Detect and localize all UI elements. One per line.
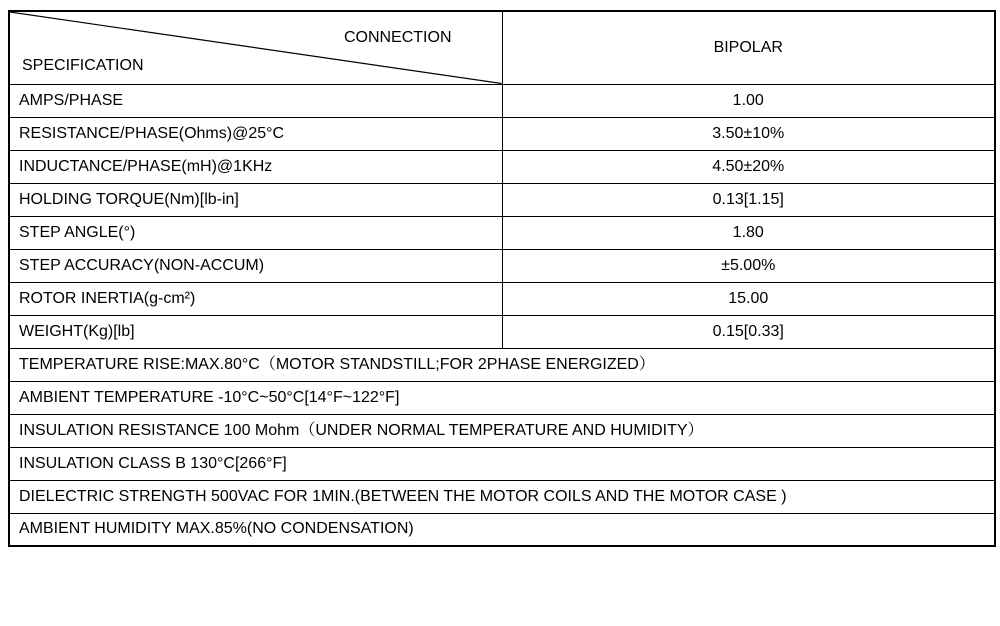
note-text: INSULATION RESISTANCE 100 Mohm（UNDER NORMAL TEMPERATURE AND HUMIDITY） [9,414,995,447]
note-text: INSULATION CLASS B 130°C[266°F] [9,447,995,480]
spec-row [9,150,995,183]
spec-row [9,216,995,249]
spec-row [9,282,995,315]
spec-label: INDUCTANCE/PHASE(mH)@1KHz [9,150,502,183]
motor-specification-table [8,10,996,547]
spec-label: AMPS/PHASE [9,84,502,117]
spec-value: 0.15[0.33] [502,315,995,348]
spec-label: STEP ANGLE(°) [9,216,502,249]
note-row [9,381,995,414]
spec-row [9,117,995,150]
note-text: TEMPERATURE RISE:MAX.80°C（MOTOR STANDSTILL;FOR 2PHASE ENERGIZED） [9,348,995,381]
connection-header-label: CONNECTION [343,29,452,46]
header-row [9,11,995,84]
connection-type-header: BIPOLAR [502,11,995,84]
spec-row [9,84,995,117]
note-row [9,348,995,381]
spec-value: ±5.00% [502,249,995,282]
spec-row [9,315,995,348]
spec-value: 1.80 [502,216,995,249]
spec-value: 15.00 [502,282,995,315]
spec-row [9,249,995,282]
note-text: AMBIENT TEMPERATURE -10°C~50°C[14°F~122°F] [9,381,995,414]
note-text: DIELECTRIC STRENGTH 500VAC FOR 1MIN.(BETWEEN THE MOTOR COILS AND THE MOTOR CASE ) [9,480,995,513]
spec-value: 0.13[1.15] [502,183,995,216]
note-row [9,513,995,546]
note-row [9,480,995,513]
spec-value: 1.00 [502,84,995,117]
spec-row [9,183,995,216]
spec-label: WEIGHT(Kg)[lb] [9,315,502,348]
spec-label: RESISTANCE/PHASE(Ohms)@25°C [9,117,502,150]
diagonal-header-cell [9,11,502,84]
spec-value: 4.50±20% [502,150,995,183]
specification-header-label: SPECIFICATION [22,56,144,74]
note-row [9,447,995,480]
note-text: AMBIENT HUMIDITY MAX.85%(NO CONDENSATION) [9,513,995,546]
spec-label: STEP ACCURACY(NON-ACCUM) [9,249,502,282]
spec-label: ROTOR INERTIA(g-cm²) [9,282,502,315]
spec-value: 3.50±10% [502,117,995,150]
note-row [9,414,995,447]
spec-label: HOLDING TORQUE(Nm)[lb-in] [9,183,502,216]
